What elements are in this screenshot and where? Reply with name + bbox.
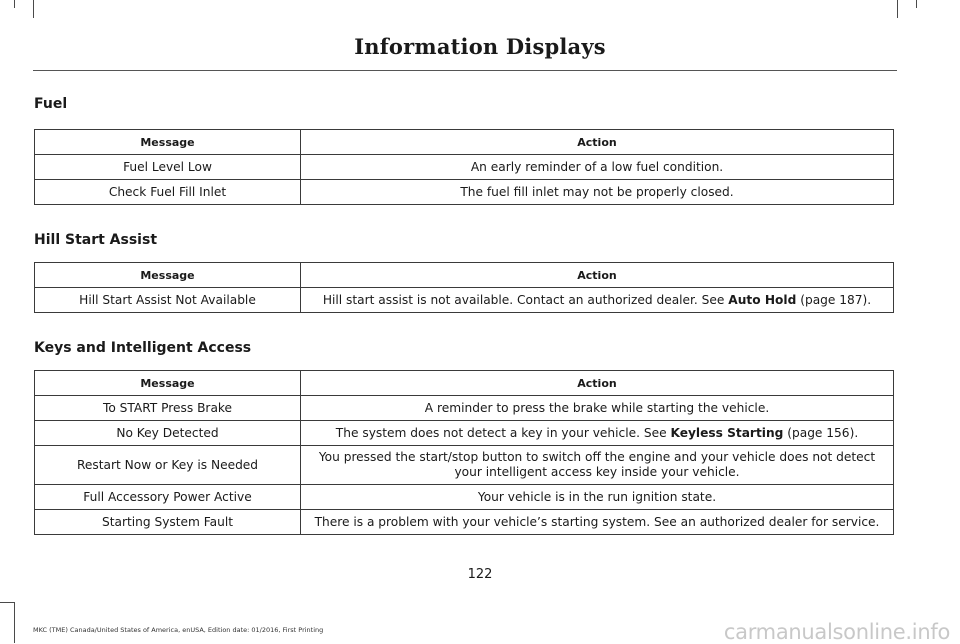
column-header-action: Action bbox=[301, 263, 894, 288]
action-cell: A reminder to press the brake while starting the vehicle. bbox=[301, 396, 894, 421]
section-title-fuel: Fuel bbox=[34, 96, 68, 112]
section-title-keys-intelligent-access: Keys and Intelligent Access bbox=[34, 340, 252, 356]
table-row bbox=[35, 180, 894, 205]
header-rule bbox=[33, 70, 897, 71]
action-cell: An early reminder of a low fuel condition. bbox=[301, 155, 894, 180]
cross-reference-link[interactable]: Auto Hold bbox=[728, 292, 797, 307]
page-number: 122 bbox=[467, 567, 493, 582]
action-cell bbox=[301, 421, 894, 446]
message-cell: Starting System Fault bbox=[35, 510, 301, 535]
table-row bbox=[35, 155, 894, 180]
section-title-hill-start-assist: Hill Start Assist bbox=[34, 232, 158, 248]
table-row bbox=[35, 288, 894, 313]
column-header-action: Action bbox=[301, 371, 894, 396]
page-title: Information Displays bbox=[354, 34, 606, 59]
table-header-row bbox=[35, 263, 894, 288]
action-cell: There is a problem with your vehicle’s starting system. See an authorized dealer for service. bbox=[301, 510, 894, 535]
message-cell: Fuel Level Low bbox=[35, 155, 301, 180]
crop-mark bbox=[33, 0, 34, 18]
hill-start-assist-table bbox=[34, 262, 894, 313]
message-cell: To START Press Brake bbox=[35, 396, 301, 421]
keys-intelligent-access-table bbox=[34, 370, 894, 535]
message-cell: Full Accessory Power Active bbox=[35, 485, 301, 510]
table-row bbox=[35, 485, 894, 510]
message-cell: Check Fuel Fill Inlet bbox=[35, 180, 301, 205]
table-row bbox=[35, 446, 894, 485]
action-cell: The fuel fill inlet may not be properly closed. bbox=[301, 180, 894, 205]
action-cell bbox=[301, 288, 894, 313]
crop-mark bbox=[14, 602, 15, 643]
column-header-message: Message bbox=[35, 371, 301, 396]
action-text: The system does not detect a key in your vehicle. See bbox=[335, 425, 671, 440]
message-cell: Hill Start Assist Not Available bbox=[35, 288, 301, 313]
column-header-message: Message bbox=[35, 130, 301, 155]
crop-mark bbox=[0, 602, 14, 603]
footer-edition-text: MKC (TME) Canada/United States of America, enUSA, Edition date: 01/2016, First Printing bbox=[33, 626, 324, 634]
table-row bbox=[35, 510, 894, 535]
action-cell: You pressed the start/stop button to switch off the engine and your vehicle does not detect your intelligent access key inside your vehicle. bbox=[301, 446, 894, 485]
action-cell: Your vehicle is in the run ignition state. bbox=[301, 485, 894, 510]
message-cell: No Key Detected bbox=[35, 421, 301, 446]
watermark-logo: carmanualsonline.info bbox=[723, 620, 950, 644]
table-header-row bbox=[35, 371, 894, 396]
table-row bbox=[35, 421, 894, 446]
fuel-table bbox=[34, 129, 894, 205]
message-cell: Restart Now or Key is Needed bbox=[35, 446, 301, 485]
cross-reference-link[interactable]: Keyless Starting bbox=[670, 425, 784, 440]
crop-mark bbox=[916, 0, 917, 8]
page-reference: (page 156). bbox=[783, 425, 859, 440]
column-header-message: Message bbox=[35, 263, 301, 288]
table-row bbox=[35, 396, 894, 421]
crop-mark bbox=[897, 0, 898, 18]
page-reference: (page 187). bbox=[796, 292, 872, 307]
action-text: Hill start assist is not available. Contact an authorized dealer. See bbox=[322, 292, 729, 307]
table-header-row bbox=[35, 130, 894, 155]
column-header-action: Action bbox=[301, 130, 894, 155]
crop-mark bbox=[14, 0, 15, 8]
